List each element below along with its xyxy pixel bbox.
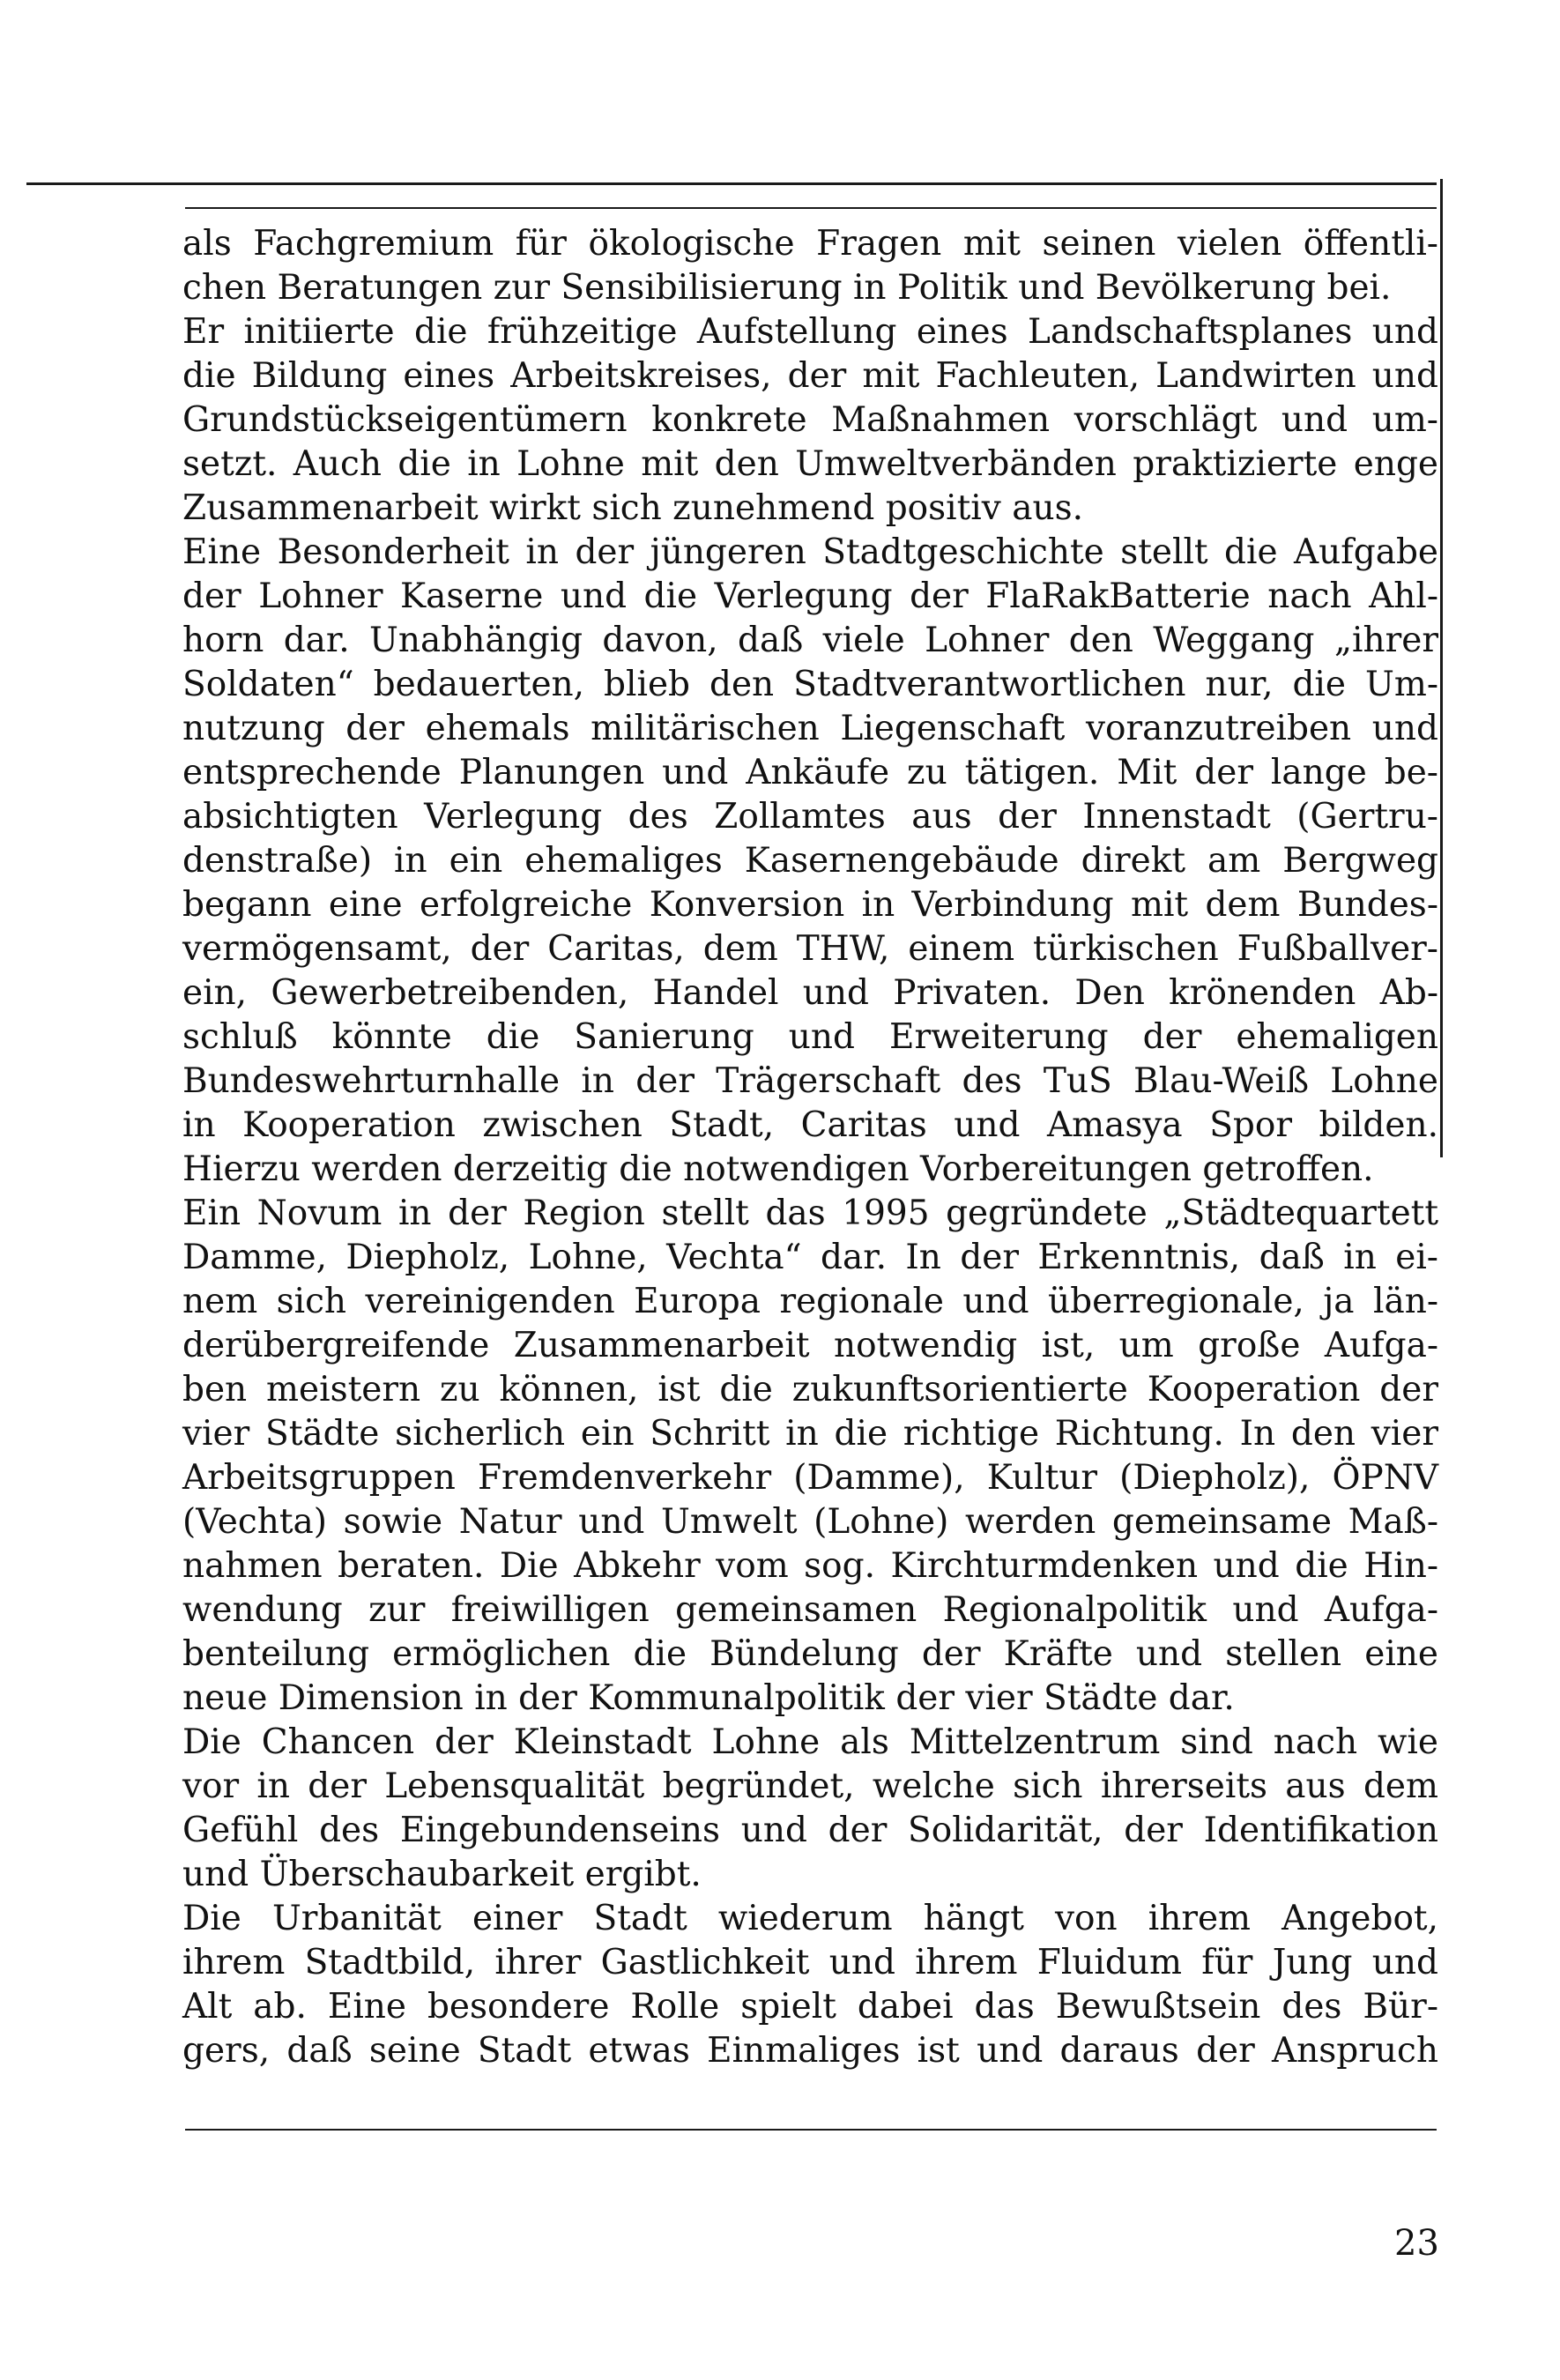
text-line: nutzung der ehemals militärischen Liegenschaft voranzutreiben und xyxy=(182,709,1438,748)
text-line: schluß könnte die Sanierung und Erweiterung der ehemaligen xyxy=(182,1017,1438,1057)
text-line: und Überschaubarkeit ergibt. xyxy=(182,1855,702,1894)
page-number: 23 xyxy=(1394,2223,1439,2264)
text-line: die Bildung eines Arbeitskreises, der mit Fachleuten, Landwirten und xyxy=(182,356,1438,396)
text-line: Bundeswehrturnhalle in der Trägerschaft des TuS Blau-Weiß Lohne xyxy=(182,1061,1438,1101)
text-line: Ein Novum in der Region stellt das 1995 gegründete „Städtequartett xyxy=(182,1194,1438,1233)
text-line: als Fachgremium für ökologische Fragen mit seinen vielen öffentli- xyxy=(182,224,1438,264)
text-line: Zusammenarbeit wirkt sich zunehmend positiv aus. xyxy=(182,488,1083,528)
text-line: gers, daß seine Stadt etwas Einmaliges ist und daraus der Anspruch xyxy=(182,2031,1438,2071)
text-line: wendung zur freiwilligen gemeinsamen Regionalpolitik und Aufga- xyxy=(182,1590,1438,1630)
text-line: Eine Besonderheit in der jüngeren Stadtgeschichte stellt die Aufgabe xyxy=(182,532,1438,572)
text-line: nahmen beraten. Die Abkehr vom sog. Kirchturmdenken und die Hin- xyxy=(182,1546,1438,1586)
text-top-rule xyxy=(185,207,1437,209)
text-line: ben meistern zu können, ist die zukunftsorientierte Kooperation der xyxy=(182,1370,1438,1409)
text-line: benteilung ermöglichen die Bündelung der Kräfte und stellen eine xyxy=(182,1634,1438,1674)
body-text xyxy=(182,222,1438,2073)
text-line: Alt ab. Eine besondere Rolle spielt dabei das Bewußtsein des Bür- xyxy=(182,1987,1438,2027)
text-line: horn dar. Unabhängig davon, daß viele Lohner den Weggang „ihrer xyxy=(182,621,1438,660)
text-line: ein, Gewerbetreibenden, Handel und Privaten. Den krönenden Ab- xyxy=(182,973,1438,1013)
text-line: Gefühl des Eingebundenseins und der Solidarität, der Identifikation xyxy=(182,1811,1438,1850)
text-line: vermögensamt, der Caritas, dem THW, einem türkischen Fußballver- xyxy=(182,929,1438,969)
bottom-rule xyxy=(185,2129,1437,2131)
text-line: (Vechta) sowie Natur und Umwelt (Lohne) werden gemeinsame Maß- xyxy=(182,1502,1438,1542)
text-line: Soldaten“ bedauerten, blieb den Stadtverantwortlichen nur, die Um- xyxy=(182,665,1438,704)
text-line: nem sich vereinigenden Europa regionale und überregionale, ja län- xyxy=(182,1282,1438,1321)
text-line: der Lohner Kaserne und die Verlegung der FlaRakBatterie nach Ahl- xyxy=(182,576,1438,616)
text-line: denstraße) in ein ehemaliges Kasernengebäude direkt am Bergweg xyxy=(182,841,1438,881)
text-line: Grundstückseigentümern konkrete Maßnahmen vorschlägt und um- xyxy=(182,400,1438,440)
text-line: Hierzu werden derzeitig die notwendigen Vorbereitungen getroffen. xyxy=(182,1149,1374,1189)
text-line: neue Dimension in der Kommunalpolitik der vier Städte dar. xyxy=(182,1678,1235,1718)
text-line: vier Städte sicherlich ein Schritt in die richtige Richtung. In den vier xyxy=(182,1414,1438,1454)
text-line: ihrem Stadtbild, ihrer Gastlichkeit und ihrem Fluidum für Jung und xyxy=(182,1943,1438,1982)
text-line: derübergreifende Zusammenarbeit notwendig ist, um große Aufga- xyxy=(182,1326,1438,1365)
text-line: Arbeitsgruppen Fremdenverkehr (Damme), Kultur (Diepholz), ÖPNV xyxy=(182,1458,1438,1498)
side-rule xyxy=(1440,179,1443,1157)
text-line: Die Urbanität einer Stadt wiederum hängt von ihrem Angebot, xyxy=(182,1899,1438,1938)
text-line: Damme, Diepholz, Lohne, Vechta“ dar. In der Erkenntnis, daß in ei- xyxy=(182,1238,1438,1277)
text-line: entsprechende Planungen und Ankäufe zu tätigen. Mit der lange be- xyxy=(182,753,1438,792)
text-line: Er initiierte die frühzeitige Aufstellung eines Landschaftsplanes und xyxy=(182,312,1438,352)
text-line: chen Beratungen zur Sensibilisierung in Politik und Bevölkerung bei. xyxy=(182,268,1392,308)
text-line: setzt. Auch die in Lohne mit den Umweltverbänden praktizierte enge xyxy=(182,444,1438,484)
top-rule xyxy=(26,182,1437,185)
text-line: absichtigten Verlegung des Zollamtes aus der Innenstadt (Gertru- xyxy=(182,797,1438,837)
text-line: begann eine erfolgreiche Konversion in Verbindung mit dem Bundes- xyxy=(182,885,1438,925)
text-line: Die Chancen der Kleinstadt Lohne als Mittelzentrum sind nach wie xyxy=(182,1722,1438,1762)
text-line: vor in der Lebensqualität begründet, welche sich ihrerseits aus dem xyxy=(182,1766,1438,1806)
text-line: in Kooperation zwischen Stadt, Caritas und Amasya Spor bilden. xyxy=(182,1105,1438,1145)
